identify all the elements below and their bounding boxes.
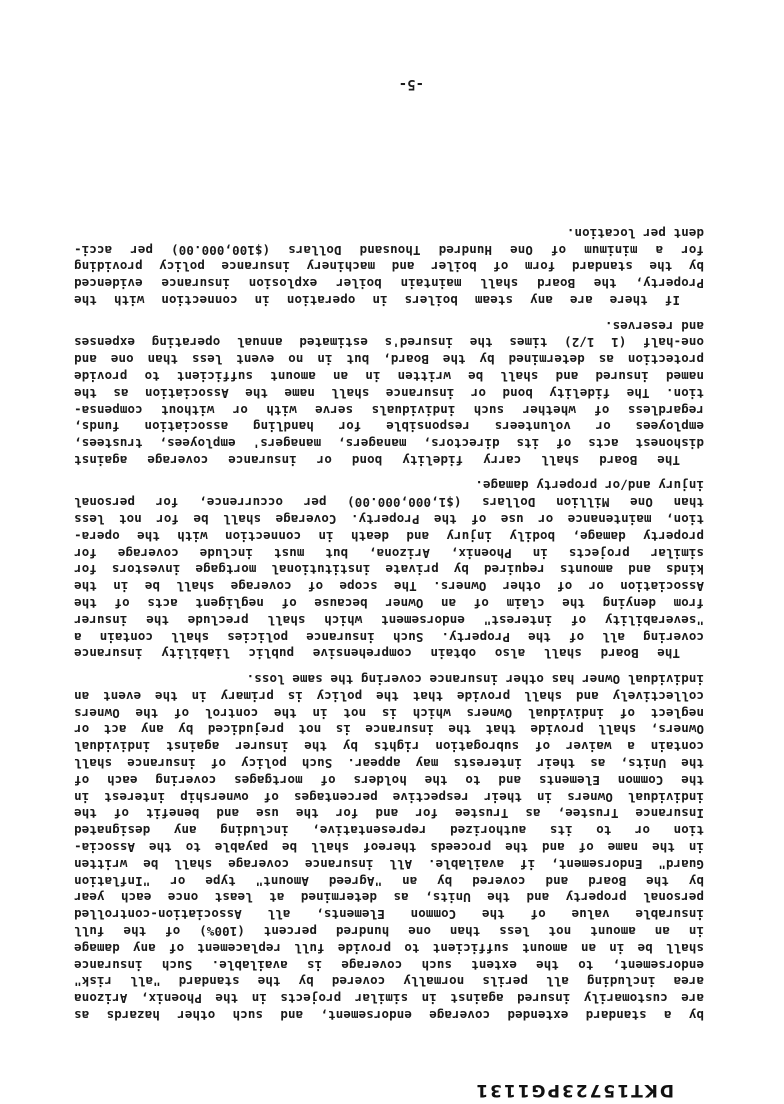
text-line: insurable value of the Common Elements, all Association-controlled <box>74 907 704 923</box>
text-line: dent per location. <box>566 225 704 241</box>
text-line: The Board shall carry fidelity bond or insurance coverage against <box>74 452 680 468</box>
text-line: dishonest acts of its directors, managers, managers' employees, trustees, <box>74 436 704 452</box>
text-line: protection as determined by the Board, but in no event less than one and <box>74 352 704 368</box>
paragraph-gap <box>74 468 704 477</box>
text-line: neglect of individual Owners which is not in the control of the Owners <box>74 705 704 721</box>
text-line: tion, maintenance or use of the Property. Coverage shall be for not less <box>74 512 704 528</box>
text-line: Insurance Trustee, as Trustee for and for the use and benefit of the <box>74 806 704 822</box>
text-line: property damage, bodily injury and death in connection with the opera- <box>74 528 704 544</box>
page-number: -5- <box>398 76 424 92</box>
text-line: in an amount not less than one hundred percent (100%) of the full <box>74 924 704 940</box>
text-line: endorsement, to the extent such coverage is available. Such insurance <box>74 957 704 973</box>
text-line: named insured and shall be written in an amount sufficient to provide <box>74 368 704 384</box>
text-line: personal property and the Units, as determined at least once each year <box>74 890 704 906</box>
text-line: one-half (1 1/2) times the insured's estimated annual operating expenses <box>74 335 704 351</box>
paragraph <box>74 224 704 308</box>
paragraph-gap <box>74 661 704 670</box>
paragraph <box>74 317 704 468</box>
text-line: employees or volunteers responsible for handling association funds, <box>74 419 704 435</box>
paragraph-gap <box>74 308 704 317</box>
text-line: the Units, as their interests may appear. Such policy of insurance shall <box>74 756 704 772</box>
text-line: individual Owners in their respective percentages of ownership interest in <box>74 789 704 805</box>
text-line: than One Million Dollars ($1,000,000.00) per occurrence, for personal <box>74 495 704 511</box>
text-line: shall be in an amount sufficient to provide full replacement of any damage <box>74 940 704 956</box>
text-line: kinds and amounts required by private institutional mortgage investors for <box>74 562 704 578</box>
text-line: are customarily insured against in similar projects in the Phoenix, Arizona <box>74 991 704 1007</box>
text-line: contain a waiver of subrogation rights by the insurer against individual <box>74 739 704 755</box>
text-line: by the Board and covered by an "Agreed Amount" type or "Inflation <box>74 873 704 889</box>
text-line: for a minimum of One Hundred Thousand Dollars ($100,000.00) per acci- <box>74 242 704 258</box>
text-line: Guard" Endorsement, if available. All insurance coverage shall be written <box>74 856 704 872</box>
docket-stamp: DKT15723PG1131 <box>474 1080 674 1100</box>
text-line: from denying the claim of an Owner because of negligent acts of the <box>74 596 704 612</box>
body-text <box>74 224 704 1023</box>
text-line: The Board shall also obtain comprehensive public liability insurance <box>74 646 680 662</box>
text-line: in the name of and the proceeds thereof shall be payable to the Associa- <box>74 840 704 856</box>
text-line: individual Owner has other insurance covering the same loss. <box>246 672 704 688</box>
text-line: Property, the Board shall maintain boiler explosion insurance evidenced <box>74 276 704 292</box>
text-line: covering all of the Property. Such insurance policies shall contain a <box>74 629 704 645</box>
text-line: regardless of whether such individuals serve with or without compensa- <box>74 402 704 418</box>
text-line: by the standard form of boiler and machinery insurance policy providing <box>74 259 704 275</box>
text-line: the Common Elements and to the holders of mortgages covering each of <box>74 772 704 788</box>
text-line: tion or to its authorized representative, including any designated <box>74 823 704 839</box>
text-line: tion. The fidelity bond or insurance shall name the Association as the <box>74 385 704 401</box>
text-line: injury and/or property damage. <box>475 478 704 494</box>
text-line: Owners, shall provide that the insurance is not prejudiced by any act or <box>74 722 704 738</box>
text-line: and reserves. <box>604 318 704 334</box>
paragraph <box>74 477 704 662</box>
text-line: Association or of other Owners. The scope of coverage shall be in the <box>74 579 704 595</box>
text-line: area including all perils normally covered by the standard "all risk" <box>74 974 704 990</box>
text-line: collectively and shall provide that the policy is primary in the event an <box>74 688 704 704</box>
paragraph <box>74 670 704 1023</box>
text-line: by a standard extended coverage endorsement, and such other hazards as <box>74 1008 704 1023</box>
text-line: If there are any steam boilers in operation in connection with the <box>74 292 680 308</box>
text-line: "severability of interest" endorsement which shall preclude the insurer <box>74 612 704 628</box>
text-line: similar projects in Phoenix, Arizona, but must include coverage for <box>74 545 704 561</box>
